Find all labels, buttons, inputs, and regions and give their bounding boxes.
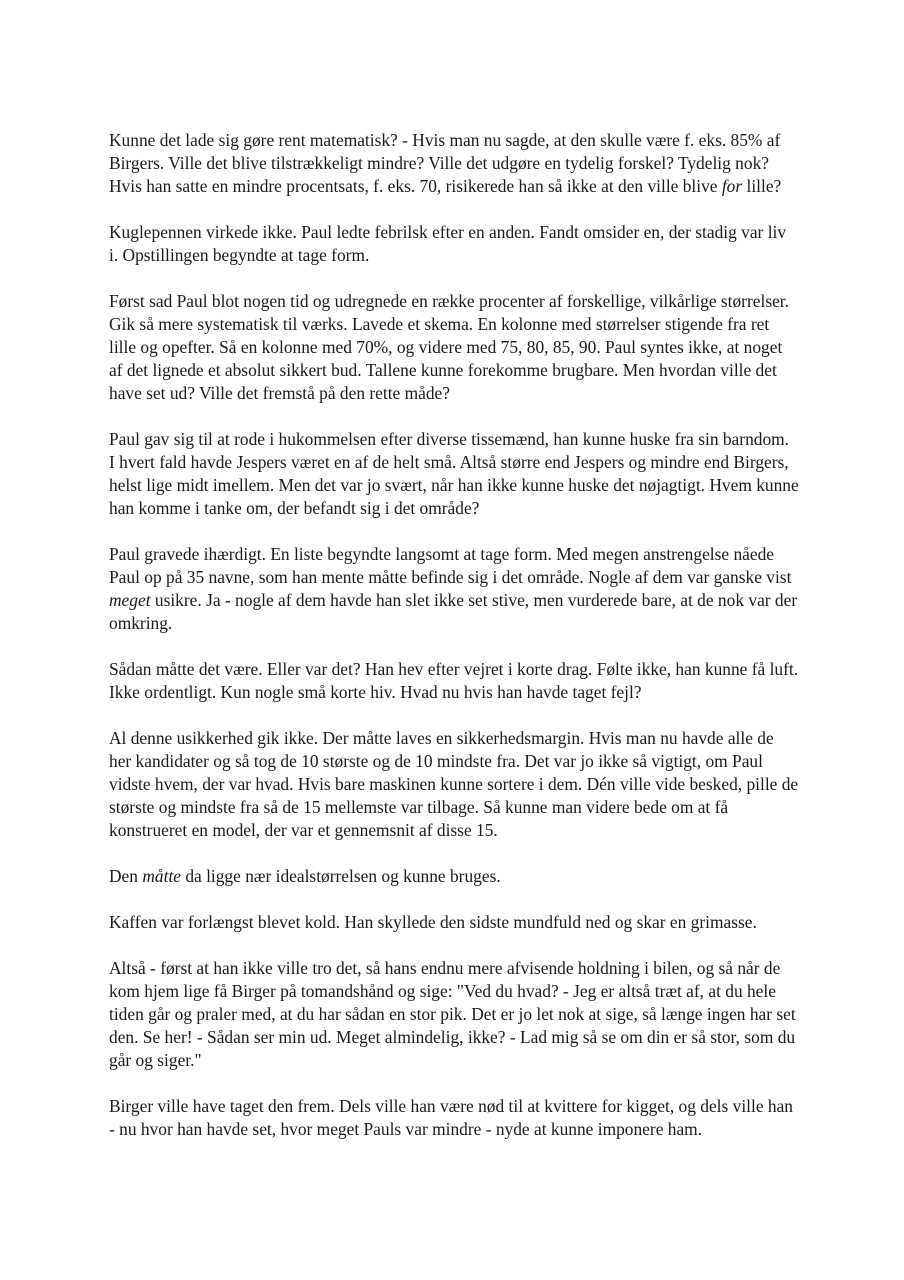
body-paragraph bbox=[109, 1095, 799, 1141]
body-paragraph bbox=[109, 727, 799, 842]
emphasized-text: måtte bbox=[142, 866, 181, 886]
text-run: Paul gav sig til at rode i hukommelsen efter diverse tissemænd, han kunne huske fra sin barndom. I hvert fald havde Jespers været en af de helt små. Altså større end Jespers og mindre end Birgers, helst lige midt imellem. Men det var jo svært, når han ikke kunne huske det nøjagtigt. Hvem kunne han komme i tanke om, der befandt sig i det område? bbox=[109, 429, 799, 518]
text-run: Først sad Paul blot nogen tid og udregnede en række procenter af forskellige, vilkårlige størrelser. Gik så mere systematisk til værks. Lavede et skema. En kolonne med størrelser stigende fra ret lille og opefter. Så en kolonne med 70%, og videre med 75, 80, 85, 90. Paul syntes ikke, at noget af det lignede et absolut sikkert bud. Tallene kunne forekomme brugbare. Men hvordan ville det have set ud? Ville det fremstå på den rette måde? bbox=[109, 291, 789, 403]
body-paragraph bbox=[109, 129, 799, 198]
text-run: lille? bbox=[742, 176, 782, 196]
body-paragraph bbox=[109, 865, 799, 888]
text-run: Kunne det lade sig gøre rent matematisk? - Hvis man nu sagde, at den skulle være f. eks. 85% af Birgers. Ville det blive tilstrækkeligt mindre? Ville det udgøre en tydelig forskel? Tydelig nok? Hvis han satte en mindre procentsats, f. eks. 70, risikerede han så ikke at den ville blive bbox=[109, 130, 781, 196]
text-run: Paul gravede ihærdigt. En liste begyndte langsomt at tage form. Med megen anstrengelse nåede Paul op på 35 navne, som han mente måtte befinde sig i det område. Nogle af dem var ganske vist bbox=[109, 544, 792, 587]
text-run: Sådan måtte det være. Eller var det? Han hev efter vejret i korte drag. Følte ikke, han kunne få luft. Ikke ordentligt. Kun nogle små korte hiv. Hvad nu hvis han havde taget fejl? bbox=[109, 659, 799, 702]
document-page bbox=[109, 129, 799, 1164]
text-run: da ligge nær idealstørrelsen og kunne bruges. bbox=[180, 866, 501, 886]
emphasized-text: meget bbox=[109, 590, 151, 610]
body-paragraph bbox=[109, 543, 799, 635]
text-run: usikre. Ja - nogle af dem havde han slet ikke set stive, men vurderede bare, at de nok var der omkring. bbox=[109, 590, 798, 633]
body-paragraph bbox=[109, 911, 799, 934]
emphasized-text: for bbox=[721, 176, 743, 196]
body-paragraph bbox=[109, 428, 799, 520]
body-paragraph bbox=[109, 957, 799, 1072]
text-run: Kuglepennen virkede ikke. Paul ledte febrilsk efter en anden. Fandt omsider en, der stadig var liv i. Opstillingen begyndte at tage form. bbox=[109, 222, 787, 265]
text-run: Den bbox=[109, 866, 143, 886]
body-paragraph bbox=[109, 658, 799, 704]
text-run: Kaffen var forlængst blevet kold. Han skyllede den sidste mundfuld ned og skar en grimasse. bbox=[109, 912, 757, 932]
body-paragraph bbox=[109, 290, 799, 405]
text-run: Al denne usikkerhed gik ikke. Der måtte laves en sikkerhedsmargin. Hvis man nu havde alle de her kandidater og så tog de 10 største og de 10 mindste fra. Det var jo ikke så vigtigt, om Paul vidste hvem, der var hvad. Hvis bare maskinen kunne sortere i dem. Dén ville vide besked, pille de største og mindste fra så de 15 mellemste var tilbage. Så kunne man videre bede om at få konstrueret en model, der var et gennemsnit af disse 15. bbox=[109, 728, 799, 840]
body-paragraph bbox=[109, 221, 799, 267]
text-run: Birger ville have taget den frem. Dels ville han være nød til at kvittere for kigget, og dels ville han - nu hvor han havde set, hvor meget Pauls var mindre - nyde at kunne imponere ham. bbox=[109, 1096, 794, 1139]
text-run: Altså - først at han ikke ville tro det, så hans endnu mere afvisende holdning i bilen, og så når de kom hjem lige få Birger på tomandshånd og sige: "Ved du hvad? - Jeg er altså træt af, at du hele tiden går og praler med, at du har sådan en stor pik. Det er jo let nok at sige, så længe ingen har set den. Se her! - Sådan ser min ud. Meget almindelig, ikke? - Lad mig så se om din er så stor, som du går og siger." bbox=[109, 958, 796, 1070]
